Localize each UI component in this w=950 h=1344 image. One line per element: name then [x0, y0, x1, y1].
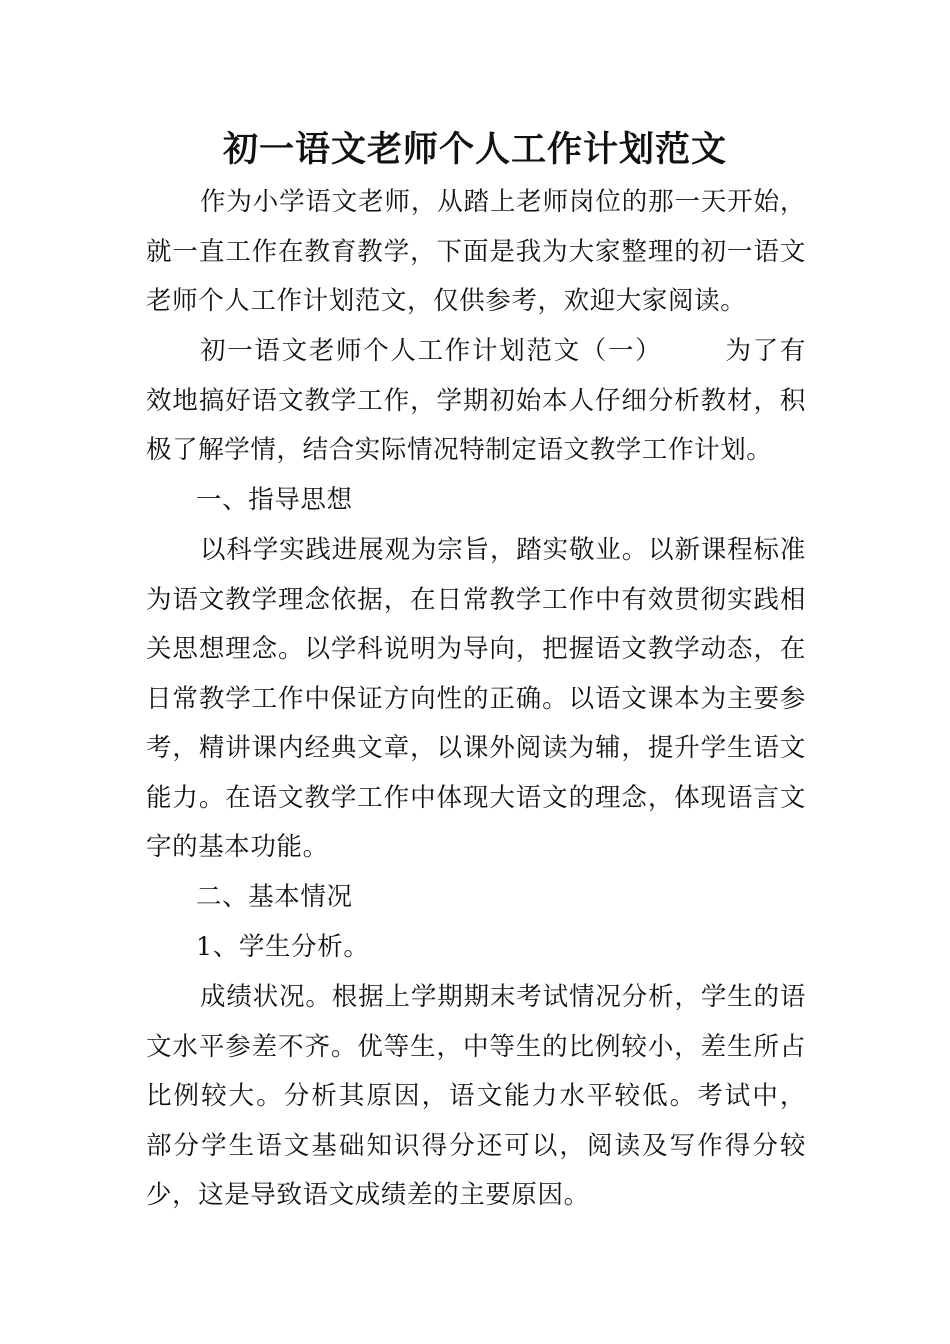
section-one-paragraph: [146, 327, 806, 476]
intro-paragraph: 作为小学语文老师，从踏上老师岗位的那一天开始，就一直工作在教育教学，下面是我为大家整理的初一语文老师个人工作计划范文，仅供参考，欢迎大家阅读。: [146, 187, 806, 316]
guiding-ideology-paragraph: 以科学实践进展观为宗旨，踏实敬业。以新课程标准为语文教学理念依据，在日常教学工作中有效贯彻实践相关思想理念。以学科说明为导向，把握语文教学动态，在日常教学工作中保证方向性的正确。以语文课本为主要参考，精讲课内经典文章，以课外阅读为辅，提升学生语文能力。在语文教学工作中体现大语文的理念，体现语言文字的基本功能。: [146, 535, 806, 862]
document-title: 初一语文老师个人工作计划范文: [222, 129, 727, 170]
student-analysis-paragraph: 成绩状况。根据上学期期末考试情况分析，学生的语文水平参差不齐。优等生，中等生的比例较小，差生所占比例较大。分析其原因，语文能力水平较低。考试中， 部分学生语文基础知识得分还可以，阅读及写作得分较少，这是导致语文成绩差的主要原因。: [146, 982, 806, 1210]
section-one-label: 初一语文老师个人工作计划范文（一）: [200, 336, 663, 366]
section-one-text: 为了有效地搞好语文教学工作，学期初始本人仔细分析教材，积极了解学情，结合实际情况特制定语文教学工作计划。: [146, 336, 806, 465]
heading-basic-situation: 二、基本情况: [196, 882, 353, 912]
heading-guiding-ideology: 一、指导思想: [196, 485, 353, 515]
heading-student-analysis: 1、学生分析。: [196, 932, 370, 962]
